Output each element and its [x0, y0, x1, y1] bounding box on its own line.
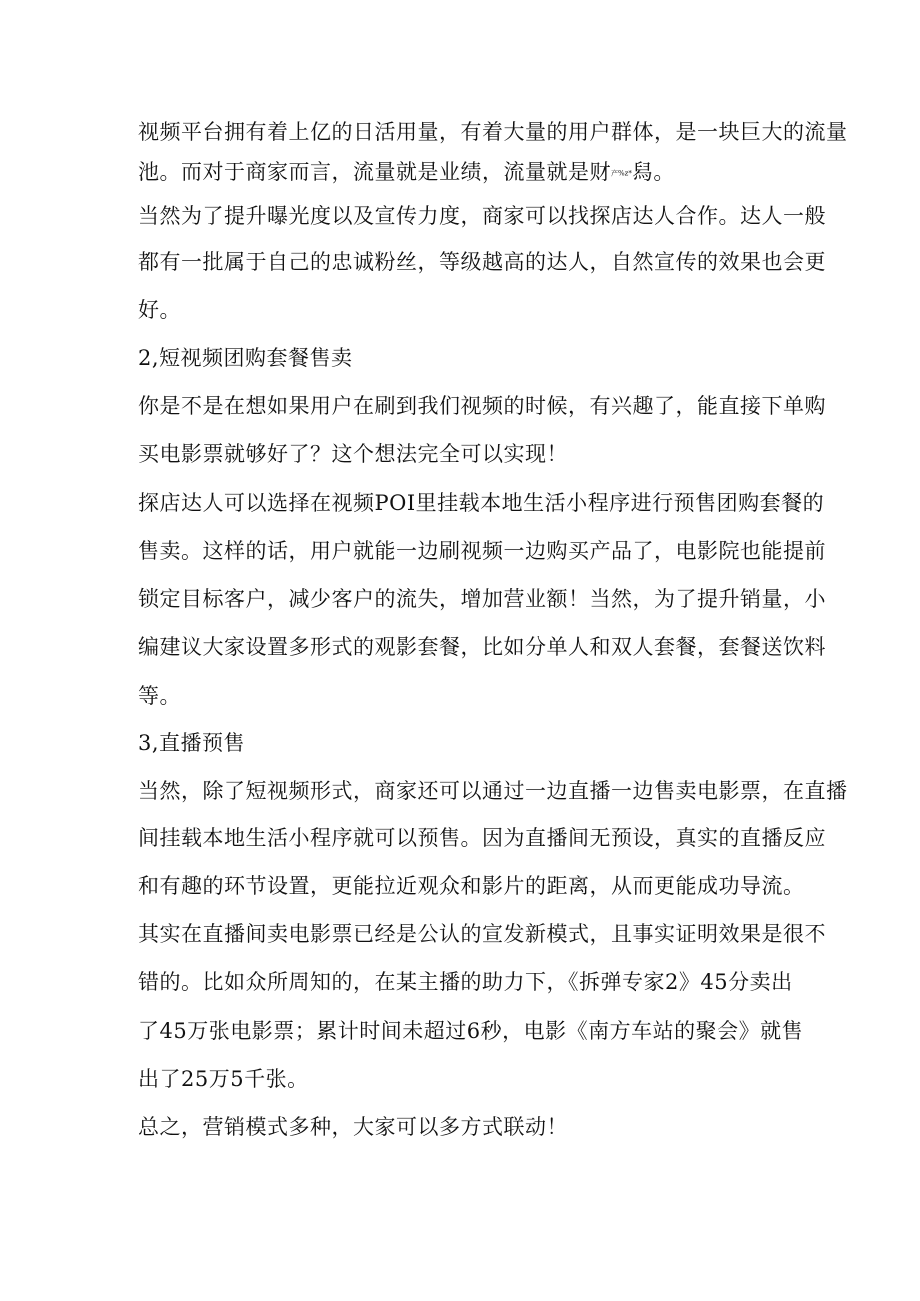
paragraph-6-line-4: 出了25万5千张。 — [138, 1067, 309, 1091]
section-heading-3: 3,直播预售 — [138, 731, 246, 755]
paragraph-1-line-1: 视频平台拥有着上亿的日活用量，有着大量的用户群体，是一块巨大的流量 — [138, 120, 848, 144]
paragraph-6-line-3: 了45万张电影票；累计时间未超过6秒，电影《南方车站的聚会》就售 — [138, 1019, 804, 1043]
section-heading-2: 2,短视频团购套餐售卖 — [138, 346, 353, 370]
paragraph-4-line-3: 锁定目标客户，减少客户的流失，增加营业额！当然，为了提升销量，小 — [138, 587, 826, 611]
paragraph-1-line-2-text-b: 舄。 — [631, 160, 675, 184]
paragraph-5-line-1: 当然，除了短视频形式，商家还可以通过一边直播一边售卖电影票，在直播 — [138, 779, 848, 803]
paragraph-2-line-1: 当然为了提升曝光度以及宣传力度，商家可以找探店达人合作。达人一般 — [138, 204, 826, 228]
paragraph-5-line-2: 间挂载本地生活小程序就可以预售。因为直播间无预设，真实的直播反应 — [138, 826, 826, 850]
paragraph-6-line-1: 其实在直播间卖电影票已经是公认的宣发新模式，且事实证明效果是很不 — [138, 922, 826, 946]
paragraph-4-line-5: 等。 — [138, 684, 181, 708]
paragraph-7-line-1: 总之，营销模式多种，大家可以多方式联动！ — [138, 1115, 568, 1139]
paragraph-6-line-2: 错的。比如众所周知的，在某主播的助力下，《拆弹专家2》45分卖出 — [138, 970, 793, 994]
garbled-small-text: 产%z* — [611, 169, 632, 178]
paragraph-5-line-3: 和有趣的环节设置，更能拉近观众和影片的距离，从而更能成功导流。 — [138, 874, 805, 898]
paragraph-3-line-1: 你是不是在想如果用户在刷到我们视频的时候，有兴趣了，能直接下单购 — [138, 394, 826, 418]
paragraph-3-line-2: 买电影票就够好了？这个想法完全可以实现！ — [138, 442, 568, 466]
paragraph-1-line-2-text-a: 池。而对于商家而言，流量就是业绩，流量就是财 — [138, 160, 611, 184]
paragraph-2-line-2: 都有一批属于自己的忠诚粉丝，等级越高的达人，自然宣传的效果也会更 — [138, 250, 826, 274]
paragraph-1-line-2 — [138, 152, 788, 192]
paragraph-4-line-2: 售卖。这样的话，用户就能一边刷视频一边购买产品了，电影院也能提前 — [138, 539, 826, 563]
paragraph-2-line-3: 好。 — [138, 298, 181, 322]
paragraph-4-line-1: 探店达人可以选择在视频POI里挂载本地生活小程序进行预售团购套餐的 — [138, 491, 825, 515]
paragraph-4-line-4: 编建议大家设置多形式的观影套餐，比如分单人和双人套餐，套餐送饮料 — [138, 635, 826, 659]
